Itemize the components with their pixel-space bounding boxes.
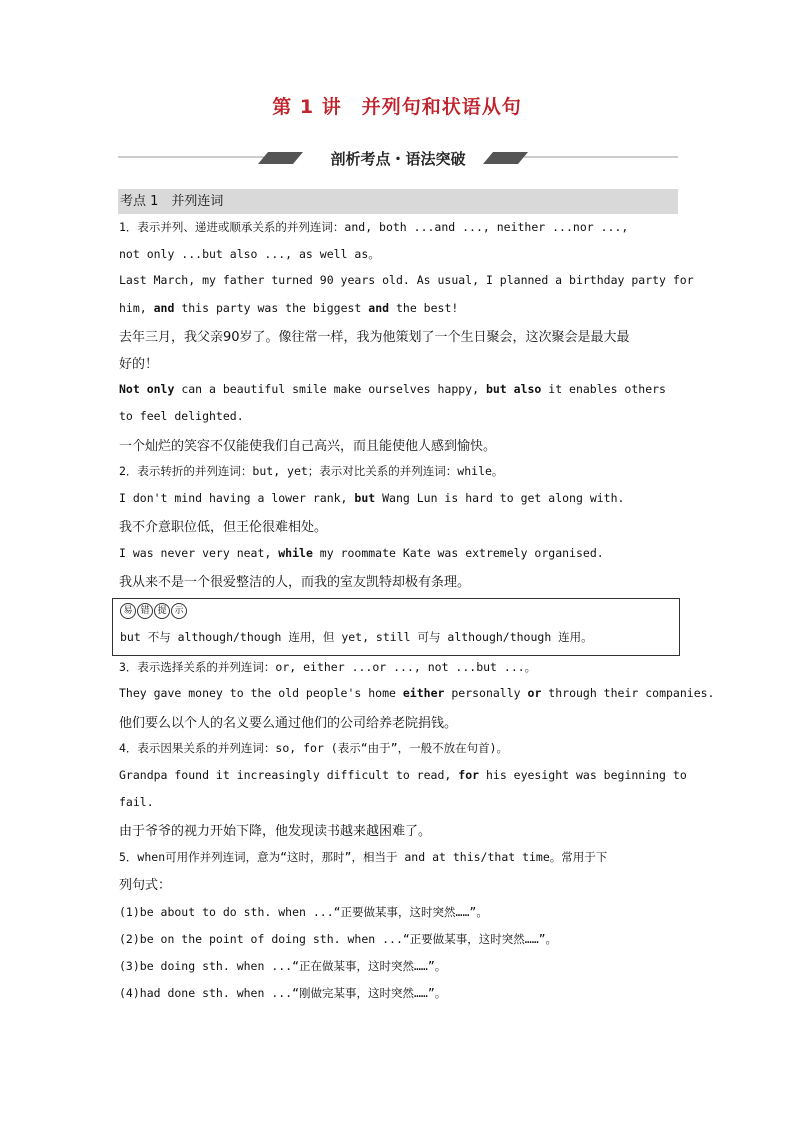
error-tip-box: [112, 598, 680, 656]
example-sentence: They gave money to the old people's home either personally or through their companies.: [119, 686, 715, 700]
pattern-item: (2)be on the point of doing sth. when ...“正要做某事，这时突然……”。: [119, 932, 558, 946]
translation: 他们要么以个人的名义要么通过他们的公司给养老院捐钱。: [119, 716, 458, 731]
text-line: 4．表示因果关系的并列连词：so, for (表示“由于”，一般不放在句首)。: [119, 741, 509, 755]
example-sentence: Not only can a beautiful smile make ourselves happy, but also it enables others: [119, 382, 666, 396]
translation: 我不介意职位低，但王伦很难相处。: [119, 520, 328, 535]
translation: 我从来不是一个很爱整洁的人，而我的室友凯特却极有条理。: [119, 575, 471, 590]
tip-label-char: 提: [154, 603, 170, 619]
example-sentence: Last March, my father turned 90 years old. As usual, I planned a birthday party for: [119, 273, 694, 287]
tip-label: [120, 603, 187, 619]
pattern-item: (1)be about to do sth. when ...“正要做某事，这时突然……”。: [119, 905, 488, 919]
translation: 好的！: [119, 357, 159, 372]
section-heading: 考点 1 并列连词: [118, 189, 678, 214]
example-sentence: I was never very neat, while my roommate Kate was extremely organised.: [119, 546, 604, 560]
example-sentence: him, and this party was the biggest and the best!: [119, 301, 459, 315]
text-line: 1．表示并列、递进或顺承关系的并列连词：and, both ...and ..., neither ...nor ...,: [119, 220, 629, 234]
text-line: 3．表示选择关系的并列连词：or, either ...or ..., not ...but ...。: [119, 660, 537, 674]
pattern-item: (4)had done sth. when ...“刚做完某事，这时突然……”。: [119, 986, 447, 1000]
pattern-item: (3)be doing sth. when ...“正在做某事，这时突然……”。: [119, 959, 447, 973]
page-title: 第 1 讲 并列句和状语从句: [272, 96, 522, 118]
tip-label-char: 错: [137, 603, 153, 619]
example-sentence: fail.: [119, 795, 154, 809]
example-sentence: Grandpa found it increasingly difficult to read, for his eyesight was beginning to: [119, 768, 687, 782]
text-line: not only ...but also ..., as well as。: [119, 247, 380, 261]
translation: 由于爷爷的视力开始下降，他发现读书越来越困难了。: [119, 824, 432, 839]
text-line: 2．表示转折的并列连词：but, yet；表示对比关系的并列连词：while。: [119, 464, 504, 478]
tip-text: but 不与 although/though 连用，但 yet, still 可与 although/though 连用。: [120, 630, 593, 644]
translation: 去年三月，我父亲90岁了。像往常一样，我为他策划了一个生日聚会，这次聚会是最大最: [119, 330, 630, 345]
translation: 一个灿烂的笑容不仅能使我们自己高兴，而且能使他人感到愉快。: [119, 439, 497, 454]
text-line: 列句式：: [119, 878, 172, 893]
banner-title: 剖析考点・语法突破: [330, 150, 466, 168]
tip-label-char: 易: [120, 603, 136, 619]
text-line: 5．when可用作并列连词，意为“这时，那时”，相当于 and at this/that time。常用于下: [119, 850, 608, 864]
example-sentence: to feel delighted.: [119, 409, 244, 423]
tip-label-char: 示: [171, 603, 187, 619]
section-banner: [118, 144, 678, 174]
example-sentence: I don't mind having a lower rank, but Wang Lun is hard to get along with.: [119, 491, 625, 505]
